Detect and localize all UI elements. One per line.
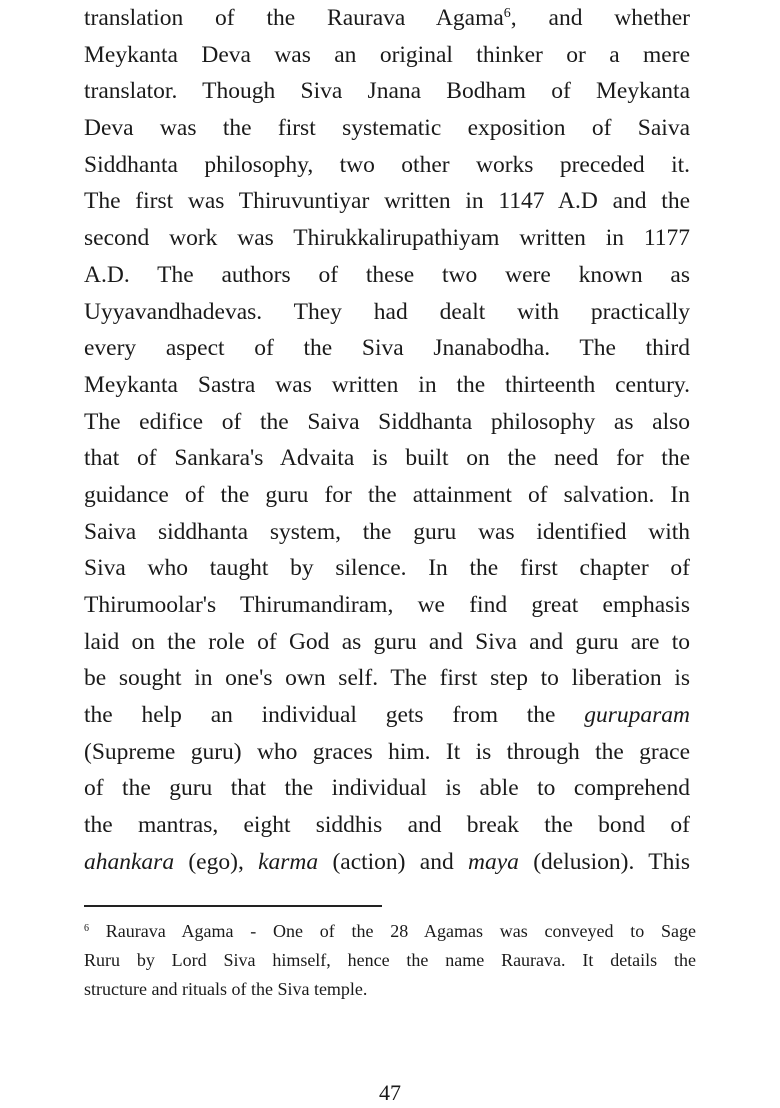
text-segment: (delusion). This xyxy=(518,848,690,875)
text-segment: Thirumoolar's Thirumandiram, we find great emphasis xyxy=(84,592,690,618)
body-line xyxy=(84,220,690,257)
text-segment: , and whether xyxy=(510,5,690,31)
text-segment: Meykanta Deva was an original thinker or a mere xyxy=(84,41,690,68)
page-number: 47 xyxy=(379,1080,401,1105)
body-line xyxy=(84,660,690,697)
footnote xyxy=(84,917,696,1004)
body-line xyxy=(84,330,690,367)
footnote-marker: 6 xyxy=(84,923,89,934)
body-line xyxy=(84,770,690,807)
text-segment: Uyyavandhadevas. They had dealt with practically xyxy=(84,298,690,325)
italic-term: karma xyxy=(258,848,319,875)
body-line xyxy=(84,367,690,404)
footnote-line: structure and rituals of the Siva temple. xyxy=(84,979,368,999)
body-line xyxy=(84,514,690,551)
text-segment: translator. Though Siva Jnana Bodham of Meykanta xyxy=(84,78,690,105)
body-line xyxy=(84,37,690,74)
body-line xyxy=(84,624,690,661)
text-segment: Saiva siddhanta system, the guru was identified with xyxy=(84,518,690,545)
body-line xyxy=(84,0,690,37)
body-line xyxy=(84,697,690,734)
text-segment: laid on the role of God as guru and Siva and guru are to xyxy=(84,628,690,655)
body-line xyxy=(84,73,690,110)
text-segment: second work was Thirukkalirupathiyam written in 1177 xyxy=(84,225,690,252)
text-segment: (action) and xyxy=(318,848,469,875)
body-line xyxy=(84,183,690,220)
body-line xyxy=(84,587,690,624)
footnote-line xyxy=(84,917,696,946)
footnote-text: Raurava Agama - One of the 28 Agamas was conveyed to Sage xyxy=(105,921,696,941)
text-segment: every aspect of the Siva Jnanabodha. The third xyxy=(84,335,690,362)
body-text xyxy=(84,0,690,881)
footnote-line: Ruru by Lord Siva himself, hence the name Raurava. It details the xyxy=(84,950,696,970)
italic-term: ahankara xyxy=(84,848,175,875)
text-segment: Siddhanta philosophy, two other works preceded it. xyxy=(84,151,690,178)
text-segment: Siva who taught by silence. In the first chapter of xyxy=(84,555,690,582)
footnote-reference: 6 xyxy=(503,6,511,21)
body-line xyxy=(84,844,690,881)
italic-term: guruparam xyxy=(584,702,690,729)
italic-term: maya xyxy=(468,848,519,875)
text-segment: Deva was the first systematic exposition of Saiva xyxy=(84,115,690,142)
text-segment: of the guru that the individual is able to comprehend xyxy=(84,775,690,802)
body-line xyxy=(84,734,690,771)
text-segment: Meykanta Sastra was written in the thirteenth century. xyxy=(84,371,690,398)
body-line xyxy=(84,477,690,514)
text-segment: guidance of the guru for the attainment of salvation. In xyxy=(84,481,690,508)
footnote-divider xyxy=(84,905,382,907)
text-segment: A.D. The authors of these two were known as xyxy=(84,261,690,288)
body-line xyxy=(84,550,690,587)
body-line xyxy=(84,147,690,184)
text-segment: The edifice of the Saiva Siddhanta philosophy as also xyxy=(84,408,690,435)
text-segment: be sought in one's own self. The first step to liberation is xyxy=(84,665,690,692)
text-segment: the mantras, eight siddhis and break the bond of xyxy=(84,812,690,839)
text-segment: (ego), xyxy=(174,848,259,875)
text-segment: The first was Thiruvuntiyar written in 1147 A.D and the xyxy=(84,188,690,215)
body-line xyxy=(84,294,690,331)
body-line xyxy=(84,440,690,477)
body-line xyxy=(84,110,690,147)
text-segment: the help an individual gets from the xyxy=(84,702,585,729)
body-line xyxy=(84,257,690,294)
text-segment: that of Sankara's Advaita is built on the need for the xyxy=(84,445,690,472)
body-line xyxy=(84,807,690,844)
body-line xyxy=(84,404,690,441)
text-segment: translation of the Raurava Agama xyxy=(84,5,504,31)
text-segment: (Supreme guru) who graces him. It is through the grace xyxy=(84,738,690,765)
